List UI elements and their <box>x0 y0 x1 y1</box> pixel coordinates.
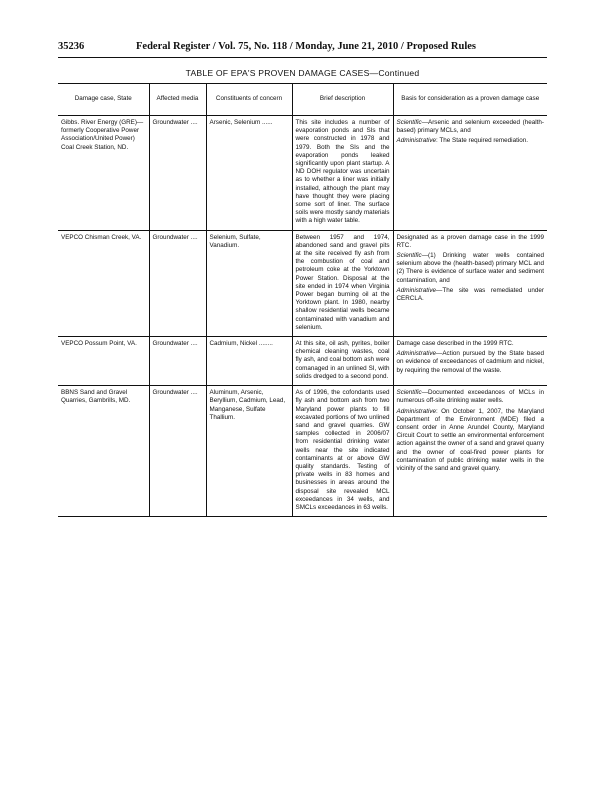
basis-label: Administrative <box>396 350 437 358</box>
header-rule <box>58 57 547 58</box>
basis-paragraph <box>397 137 545 145</box>
column-header-constituents: Constituents of concern <box>206 84 292 116</box>
basis-label: Administrative <box>396 407 437 415</box>
basis-text: —(1) Drinking water wells contained selenium above the (health-based) primary MCL and (2) There is evidence of surface water and sediment contamination, and <box>396 252 544 284</box>
affected-media-cell: Groundwater .... <box>149 116 206 231</box>
basis-label: Administrative <box>396 137 437 145</box>
basis-text: Damage case described in the 1999 RTC. <box>396 340 514 348</box>
affected-media-cell: Groundwater .... <box>149 230 206 336</box>
damage-cases-table <box>58 83 547 517</box>
damage-case-cell: VEPCO Possum Point, VA. <box>58 337 149 386</box>
basis-paragraph <box>397 408 545 474</box>
basis-cell <box>393 116 547 231</box>
basis-paragraph <box>397 350 545 375</box>
description-cell: As of 1996, the cofondants used fly ash and bottom ash from two Maryland power plants to fill excavated portions of two unlined sand and gravel quarries. GW samples collected in 2006/07 from residential drinking water wells near the site indicated contaminants at or above GW quality standards. Testing of private wells in 83 homes and businesses in areas around the disposal site revealed MCL exceedances in 34 wells, and SMCLs exceedances in 63 wells. <box>292 386 393 517</box>
column-header-basis: Basis for consideration as a proven damage case <box>393 84 547 116</box>
column-header-description: Brief description <box>292 84 393 116</box>
table-header-row <box>58 84 547 116</box>
description-cell: Between 1957 and 1974, abandoned sand and gravel pits at the site received fly ash from the combustion of coal and petroleum coke at the Yorktown Power Station. Disposal at the site ended in 1974 when Virginia Power began burning oil at the Yorktown plant. In 1980, nearby shallow residential wells became contaminated with vanadium and selenium. <box>292 230 393 336</box>
table-row <box>58 337 547 386</box>
basis-text: : The State required remediation. <box>436 137 528 145</box>
journal-citation: Federal Register / Vol. 75, No. 118 / Monday, June 21, 2010 / Proposed Rules <box>136 41 476 52</box>
constituents-cell: Cadmium, Nickel ........ <box>206 337 292 386</box>
description-cell: At this site, oil ash, pyrites, boiler chemical cleaning wastes, coal fly ash, and coal bottom ash were comanaged in an unlined SI, with solids dredged to a second pond. <box>292 337 393 386</box>
constituents-cell: Arsenic, Selenium ...... <box>206 116 292 231</box>
basis-text: —Documented exceedances of MCLs in numerous off-site drinking water wells. <box>396 389 544 405</box>
damage-case-cell: Gibbs. River Energy (GRE)—formerly Cooperative Power Association/United Power) Coal Creek Station, ND. <box>58 116 149 231</box>
basis-label: Administrative <box>396 286 437 294</box>
basis-paragraph <box>397 234 545 250</box>
basis-label: Scientific <box>396 389 422 397</box>
constituents-cell: Selenium, Sulfate, Vanadium. <box>206 230 292 336</box>
table-row <box>58 230 547 336</box>
basis-paragraph <box>397 389 545 405</box>
table-row <box>58 116 547 231</box>
basis-cell <box>393 337 547 386</box>
description-cell: This site includes a number of evaporation ponds and SIs that were constructed in 1978 and 1979. Both the SIs and the evaporation ponds leaked significantly upon plant startup. A ND DOH regulator was uncertain as to whether a liner was initially installed, although the plant may have thought they were placing some sort of liner. The surface soils were mostly sandy materials with a high water table. <box>292 116 393 231</box>
basis-cell <box>393 386 547 517</box>
basis-paragraph <box>397 340 545 348</box>
basis-text: —Arsenic and selenium exceeded (health-based) primary MCLs, and <box>396 119 544 135</box>
affected-media-cell: Groundwater .... <box>149 386 206 517</box>
basis-text: —The site was remediated under CERCLA. <box>396 286 544 303</box>
column-header-affected-media: Affected media <box>149 84 206 116</box>
basis-label: Scientific <box>396 119 422 126</box>
constituents-cell: Aluminum, Arsenic, Beryllium, Cadmium, Lead, Manganese, Sulfate Thallium. <box>206 386 292 517</box>
table-row <box>58 386 547 517</box>
basis-cell <box>393 230 547 336</box>
basis-text: : On October 1, 2007, the Maryland Department of the Environment (MDE) filed a consent order in Anne Arundel County, Maryland Circuit Court to settle an environmental enforcement action against the owner of a sand and gravel quarry and the owner of coal-fired power plants for contamination of public drinking water wells in the vicinity of the sand and gravel quarry. <box>396 407 544 472</box>
basis-text: —Action pursued by the State based on evidence of exceedances of cadmium and nickel, by requiring the removal of the waste. <box>396 350 544 374</box>
page-number: 35236 <box>58 41 85 52</box>
table-title: TABLE OF EPA'S PROVEN DAMAGE CASES—Continued <box>185 68 420 78</box>
basis-text: Designated as a proven damage case in the 1999 RTC. <box>396 233 544 249</box>
damage-case-cell: BBNS Sand and Gravel Quarries, Gambrills, MD. <box>58 386 149 517</box>
damage-case-cell: VEPCO Chisman Creek, VA. <box>58 230 149 336</box>
basis-paragraph <box>397 252 545 285</box>
basis-paragraph <box>397 119 545 135</box>
affected-media-cell: Groundwater .... <box>149 337 206 386</box>
basis-paragraph <box>397 287 545 303</box>
column-header-damage-case: Damage case, State <box>58 84 149 116</box>
basis-label: Scientific <box>396 252 422 260</box>
